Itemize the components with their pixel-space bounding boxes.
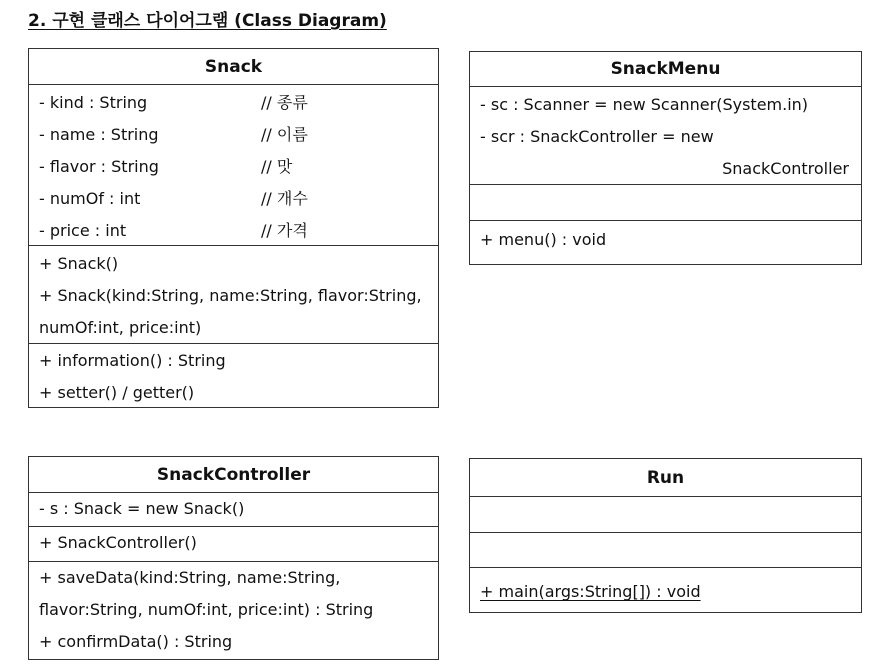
attribute-row — [29, 119, 438, 151]
attribute-row — [29, 151, 438, 183]
operation-row: + information() : String — [39, 351, 226, 370]
operations-section — [29, 344, 438, 409]
class-name-run: Run — [470, 459, 861, 497]
attribute-row: - scr : SnackController = new — [480, 127, 714, 146]
constructor-row-continued: numOf:int, price:int) — [39, 318, 202, 337]
attribute-row: - sc : Scanner = new Scanner(System.in) — [480, 95, 809, 114]
constructors-section-empty — [470, 533, 861, 568]
constructor-row: + Snack(kind:String, name:String, flavor:String, — [39, 286, 422, 305]
attribute-text: - name : String — [39, 125, 159, 144]
constructors-section — [29, 527, 438, 562]
attribute-comment: // 종류 — [261, 93, 308, 112]
attributes-section — [29, 493, 438, 527]
attributes-section — [470, 87, 861, 185]
constructors-section-empty — [470, 185, 861, 221]
attribute-row — [29, 215, 438, 247]
operations-section — [470, 568, 861, 608]
operation-row: + menu() : void — [480, 230, 607, 249]
operation-row: + saveData(kind:String, name:String, — [39, 568, 341, 587]
attribute-text: - price : int — [39, 221, 127, 240]
attribute-text: - flavor : String — [39, 157, 159, 176]
attributes-section — [29, 85, 438, 246]
class-box-snack-controller — [28, 456, 439, 660]
operation-row-continued: flavor:String, numOf:int, price:int) : String — [39, 600, 374, 619]
attribute-text: - numOf : int — [39, 189, 141, 208]
class-name-snack-controller: SnackController — [29, 457, 438, 493]
attribute-text: - kind : String — [39, 93, 148, 112]
constructors-section — [29, 246, 438, 344]
attribute-row-continued: SnackController — [722, 159, 849, 178]
attribute-comment: // 개수 — [261, 189, 308, 208]
operations-section — [29, 562, 438, 658]
static-operation-text: + main(args:String[]) : void — [480, 582, 701, 601]
operation-row: + setter() / getter() — [39, 383, 195, 402]
class-box-snack — [28, 48, 439, 408]
operation-row — [470, 576, 861, 608]
attribute-comment: // 맛 — [261, 157, 293, 176]
diagram-title: 2. 구현 클래스 다이어그램 (Class Diagram) — [28, 11, 387, 31]
attribute-row — [29, 87, 438, 119]
constructor-row: + SnackController() — [39, 533, 197, 552]
attributes-section-empty — [470, 497, 861, 533]
attribute-row — [29, 183, 438, 215]
attribute-comment: // 이름 — [261, 125, 308, 144]
attribute-row: - s : Snack = new Snack() — [39, 499, 245, 518]
class-name-snack-menu: SnackMenu — [470, 52, 861, 87]
constructor-row: + Snack() — [39, 254, 119, 273]
operations-section — [470, 221, 861, 256]
class-name-snack: Snack — [29, 49, 438, 85]
attribute-comment: // 가격 — [261, 221, 308, 240]
class-box-snack-menu — [469, 51, 862, 265]
class-box-run — [469, 458, 862, 613]
operation-row: + confirmData() : String — [39, 632, 233, 651]
